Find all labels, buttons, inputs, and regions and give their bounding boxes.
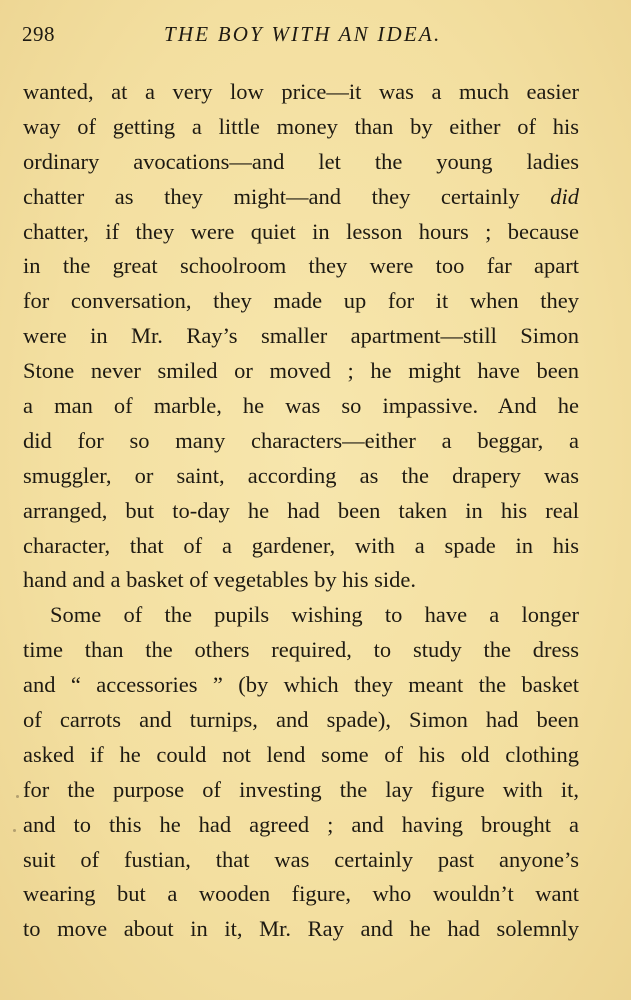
body-text (23, 75, 579, 947)
text-line-with-emphasis (23, 180, 579, 215)
text-line: for the purpose of investing the lay figure with it, (23, 776, 579, 802)
text-line: time than the others required, to study the dress (23, 637, 579, 663)
text-line: arranged, but to-day he had been taken in his real (23, 497, 579, 523)
text-line: Some of the pupils wishing to have a longer (50, 602, 579, 628)
text-line: suit of fustian, that was certainly past anyone’s (23, 846, 579, 872)
text-line: smuggler, or saint, according as the drapery was (23, 462, 579, 488)
print-speck (13, 829, 16, 832)
text-line: asked if he could not lend some of his old clothing (23, 741, 579, 767)
page-number: 298 (22, 22, 55, 46)
print-speck (16, 795, 19, 798)
text-line: a man of marble, he was so impassive. And he (23, 393, 579, 419)
text-line: to move about in it, Mr. Ray and he had solemnly (23, 916, 579, 942)
page-header (22, 22, 607, 52)
text-line: way of getting a little money than by either of his (23, 113, 579, 139)
text-line: in the great schoolroom they were too far apart (23, 253, 579, 279)
text-line: chatter, if they were quiet in lesson hours ; because (23, 218, 579, 244)
text-line: and to this he had agreed ; and having brought a (23, 811, 579, 837)
text-line: Stone never smiled or moved ; he might have been (23, 358, 579, 384)
text-line: of carrots and turnips, and spade), Simon had been (23, 707, 579, 733)
running-title: THE BOY WITH AN IDEA. (164, 22, 442, 46)
text-line: were in Mr. Ray’s smaller apartment—still Simon (23, 323, 579, 349)
text-line: ordinary avocations—and let the young ladies (23, 148, 579, 174)
text-line: wearing but a wooden figure, who wouldn’t want (23, 881, 579, 907)
text-line: hand and a basket of vegetables by his side. (23, 567, 417, 593)
text-line: did for so many characters—either a beggar, a (23, 427, 579, 453)
text-line: character, that of a gardener, with a spade in his (23, 532, 579, 558)
text-line: wanted, at a very low price—it was a much easier (23, 79, 579, 104)
emphasized-word: did (550, 183, 579, 209)
text-line: and “ accessories ” (by which they meant the basket (23, 672, 579, 698)
text-line: for conversation, they made up for it when they (23, 288, 579, 314)
text-run: chatter as they might—and they certainly (23, 183, 551, 209)
